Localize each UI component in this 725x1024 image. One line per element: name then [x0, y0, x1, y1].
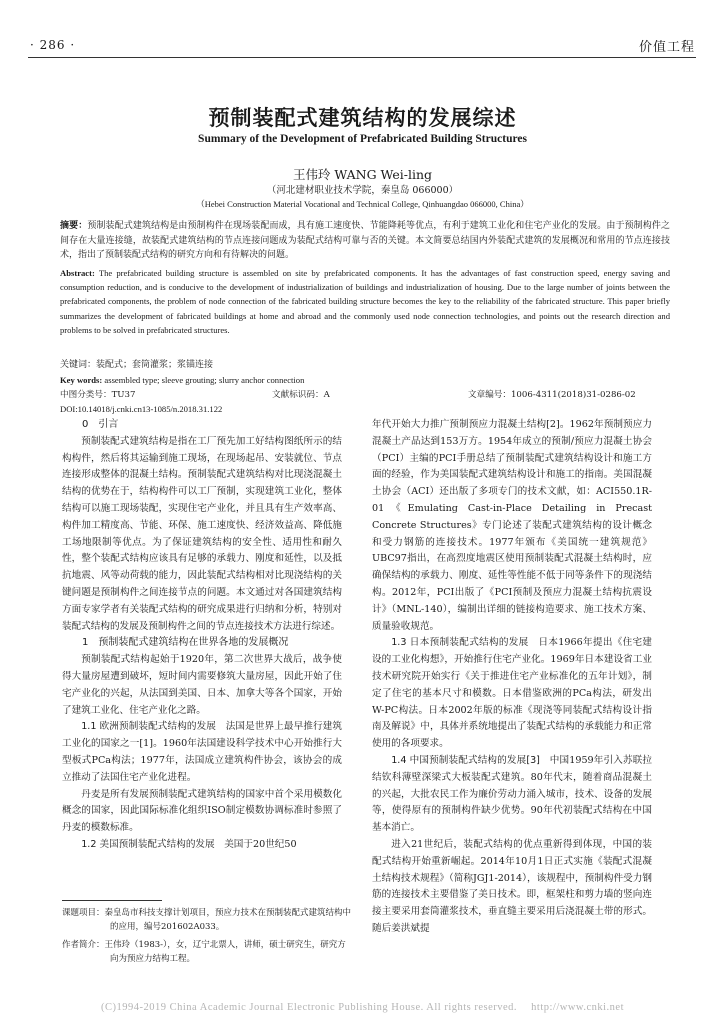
- abstract-cn-text: 预制装配式建筑结构是由预制构件在现场装配而成，具有施工速度快、节能降耗等优点，有利于建筑工业化和住宅产业化的发展。由于预制构件之间存在大量连接缝，故装配式建筑结构的节点连接问题成为装配式结构可靠与否的关键。本文简要总结国内外装配式建筑的发展概况和常用的节点连接技术，指出了预制装配式结构的研究方向和有待解决的问题。: [60, 221, 670, 260]
- article-title-en: Summary of the Development of Prefabricated Building Structures: [198, 133, 527, 145]
- abstract-cn: [60, 219, 670, 263]
- abstract-en-label: Abstract:: [60, 268, 95, 278]
- page-number: · 286 ·: [30, 38, 76, 52]
- keywords-en-text: assembled type; sleeve grouting; slurry anchor connection: [104, 375, 305, 385]
- keywords-cn: [60, 358, 670, 373]
- paragraph-intro: 预制装配式建筑结构是指在工厂预先加工好结构图纸所示的结构构件，然后将其运输到施工现场，在现场起吊、安装就位、节点连接形成整体的混凝土结构。预制装配式建筑结构对比现浇混凝土结构的优势在于，结构构件可以工厂预制，实现建筑工业化，整体结构可以施工现场装配，实现住宅产业化，并且具有生产效率高、构件加工精度高、节能、环保、施工速度快、经济效益高、降低施工场地限制等优点。为了保证建筑结构的安全性、适用性和耐久性，整个装配式结构应该具有足够的承载力、刚度和延性，以及抵抗地震、风等动荷载的能力，因此装配式结构相对比现浇结构的关键问题是预制构件之间连接节点的问题。本文通过对各国建筑结构方面专家学者有关装配式结构的研究成果进行归纳和分析，特别对装配式结构的发展及预制构件之间的节点连接技术方法进行综述。: [62, 435, 342, 632]
- subsection-heading-1-1: 1.1 欧洲预制装配式结构的发展: [81, 721, 217, 733]
- paragraph-1-1a: [62, 719, 342, 786]
- keywords-cn-text: 装配式；套筒灌浆；浆锚连接: [96, 360, 214, 370]
- affiliation-cn: （河北建材职业技术学院，秦皇岛 066000）: [266, 185, 459, 196]
- footnote-author-label: 作者简介：: [62, 940, 105, 950]
- footnote-fund-label: 课题项目：: [62, 908, 105, 918]
- journal-name: 价值工程: [638, 40, 695, 55]
- footnote-author-text: 王伟玲（1983-），女，辽宁北票人，讲师，硕士研究生，研究方向为预应力结构工程。: [104, 940, 346, 964]
- abstract-en: [60, 266, 670, 337]
- doi: DOI:10.14018/j.cnki.cn13-1085/n.2018.31.122: [60, 404, 223, 414]
- abstract-en-text: The prefabricated building structure is assembled on site by prefabricated components. It has the advantages of fast construction speed, energy saving and consumption reduction, and is conducive to the development of industrialization of buildings and industrialization of housing. Due to the large number of joints between the prefabricated components, the problem of node connection of the fabricated building structure becomes the key to the reliability of the fabricated structure. This paper briefly summarizes the development of fabricated buildings at home and abroad and the commonly used node connection technologies, and points out the research direction and problems to be solved in prefabricated structures.: [60, 268, 670, 335]
- subsection-heading-1-3: 1.3 日本预制装配式结构的发展: [391, 637, 529, 649]
- section-heading-intro: 0 引言: [82, 419, 119, 430]
- paragraph-1-3-text: 日本1966年提出《住宅建设的工业化构想》，开始推行住宅产业化。1969年日本建设省工业技术研究院开始实行《关于推进住宅产业标准化的五年计划》，制定了住宅的基本尺寸和模数。日本借鉴欧洲的PCa构法，研发出W-PC构法。日本2002年版的标准《现浇等同装配式结构设计指南及解说》中，具体并系统地提出了装配式结构的承载能力和正常使用的各项要求。: [372, 637, 653, 750]
- paragraph-1: 预制装配式结构起始于1920年，第二次世界大战后，战争使得大量房屋遭到破坏，短时间内需要修筑大量房屋，因此开始了住宅产业化的兴起，从法国到美国、日本、加拿大等各个国家，开始了建筑工业化、住宅产业化之路。: [62, 654, 342, 716]
- copyright-watermark: (C)1994-2019 China Academic Journal Electronic Publishing House. All rights reserved. http://www.cnki.net: [101, 1002, 624, 1013]
- paragraph-1-2-cont: 年代开始大力推广预制预应力混凝土结构[2]。1962年预制预应力混凝土产品达到153万方。1954年成立的预制/预应力混凝土协会（PCI）主编的PCI手册总结了预制装配式建筑结构设计和施工方面的经验，作为美国装配式建筑结构设计和施工的指南。美国混凝土协会（ACI）还出版了多项专门的技术文献，如：ACI550.1R-01《Emulating Cast-in-Place Detailing in Precast Concrete Structures》专门论述了装配式建筑结构的设计概念和受力钢筋的连接技术。1977年颁布《美国统一建筑规范》UBC97指出，在高烈度地震区使用预制装配式混凝土结构时，应确保结构的承载力、刚度、延性等性能不低于同等条件下的现浇结构。2012年，PCI出版了《PCI预制及预应力混凝土结构抗震设计》（MNL-140），编制出详细的链接构造要求、施工技术方案、质量验收规范。: [372, 419, 652, 632]
- author-name: 王伟玲 WANG Wei-ling: [292, 167, 433, 182]
- footnote-author: [62, 938, 352, 966]
- footnote-fund-text: 秦皇岛市科技支撑计划项目，预应力技术在预制装配式建筑结构中的应用，编号201602A033。: [104, 908, 352, 932]
- article-number: 文章编号：1006-4311(2018)31-0286-02: [468, 390, 636, 400]
- paragraph-1-1b: 丹麦是所有发展预制装配式建筑结构的国家中首个采用模数化概念的国家，因此国际标准化组织ISO制定模数协调标准时参照了丹麦的模数标准。: [62, 788, 342, 834]
- paragraph-1-2: [62, 837, 342, 854]
- article-meta-row: [60, 388, 672, 400]
- article-title-cn: 预制装配式建筑结构的发展综述: [208, 106, 517, 130]
- header-rule: [28, 57, 696, 58]
- paragraph-1-1a-text: 法国是世界上最早推行建筑工业化的国家之一[1]。1960年法国建设科学技术中心开始推行大型板式PCa构法；1977年，法国成立建筑构件协会，该协会的成立推动了法国住宅产业化进程。: [62, 721, 343, 783]
- paragraph-1-4b: 进入21世纪后，装配式结构的优点重新得到体现，中国的装配式结构开始重新崛起。2014年10月1日正式实施《装配式混凝土结构技术规程》（简称JGJ1-2014），该规程中，预制构件受力钢筋的连接技术主要借鉴了美日技术。即，框架柱和剪力墙的竖向连接主要采用套筒灌浆技术，垂直缝主要采用后浇混凝土带的形式。随后姜洪斌提: [372, 838, 652, 934]
- keywords-en-label: Key words:: [60, 375, 103, 385]
- subsection-heading-1-2: 1.2 美国预制装配式结构的发展: [81, 838, 215, 850]
- footnote-rule: [62, 900, 162, 901]
- document-code: 文献标识码：A: [272, 390, 330, 400]
- keywords-en: [60, 373, 670, 388]
- paragraph-1-3: [372, 635, 652, 753]
- clc-number: 中图分类号：TU37: [60, 390, 136, 400]
- keywords-cn-label: 关键词：: [60, 360, 97, 370]
- footnote-fund: [62, 906, 352, 934]
- paragraph-1-2-text: 美国于20世纪50: [224, 838, 297, 850]
- paragraph-1-4a: [372, 753, 652, 837]
- section-heading-1: 1 预制装配式建筑结构在世界各地的发展概况: [82, 637, 289, 649]
- subsection-heading-1-4: 1.4 中国预制装配式结构的发展[3]: [391, 754, 540, 766]
- abstract-cn-label: 摘要：: [60, 221, 88, 231]
- body-left-column: [62, 417, 342, 854]
- paragraph-1-4a-text: 中国1959年引入苏联拉结钦科薄壁深梁式大板装配式建筑。80年代末，随着商品混凝土的兴起，大批农民工作为廉价劳动力涌入城市，技术、设备的发展等，使得原有的预制构件缺少优势。90年代初装配式结构在中国基本消亡。: [372, 754, 652, 834]
- affiliation-en: （Hebei Construction Material Vocational and Technical College, Qinhuangdao 066000, China）: [196, 199, 529, 209]
- body-right-column: [372, 417, 652, 938]
